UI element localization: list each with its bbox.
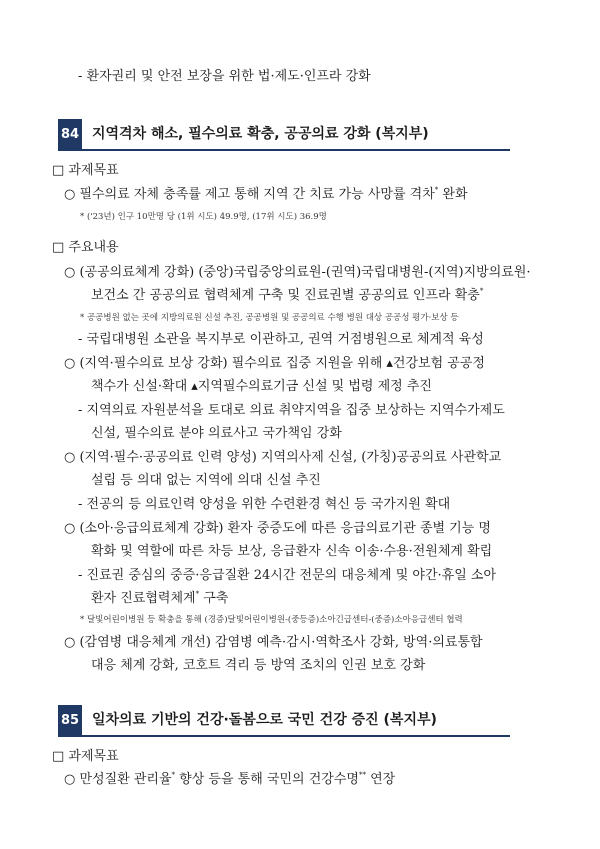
- s84-c4-note: * 달빛어린이병원 등 확충을 통해 (경증)달빛어린이병원-(중등증)소아긴급센터-(중증)소아응급센터 협력: [80, 615, 463, 625]
- s84-goal-sup: *: [434, 186, 439, 194]
- s84-c2-line1: ○ (지역·필수의료 보상 강화) 필수의료 집중 지원을 위해 ▴건강보험 공공정: [64, 356, 485, 371]
- s84-c1-sup: *: [479, 287, 484, 295]
- s84-c4-sub-line2-tail: 구축: [199, 591, 229, 606]
- s84-c4-sub-line1: - 진료권 중심의 중증·응급질환 24시간 전문의 대응체계 및 야간·휴일 소아: [78, 568, 497, 583]
- s84-goal-tail: 완화: [438, 187, 468, 202]
- s84-c4-sub-line2-text: 환자 진료협력체계: [91, 591, 196, 606]
- section-85-title: 일차의료 기반의 건강·돌봄으로 국민 건강 증진 (복지부): [92, 712, 437, 728]
- s84-c1-note: * 공공병원 없는 곳에 지방의료원 신설 추진, 공공병원 및 공공의료 수행 병원 대상 공공성 평가·보상 등: [80, 313, 459, 323]
- section-84-divider: [82, 119, 85, 151]
- s84-c3-line2: 설립 등 의대 없는 지역에 의대 신설 추진: [91, 473, 321, 488]
- s84-c1-sub: - 국립대병원 소관을 복지부로 이관하고, 권역 거점병원으로 체계적 육성: [78, 332, 484, 347]
- s85-goal-item: [64, 771, 395, 789]
- intro-line: - 환자권리 및 안전 보장을 위한 법·제도·인프라 강화: [78, 69, 371, 84]
- s85-goal-text: ○ 만성질환 관리율: [64, 772, 172, 787]
- section-84-rule: [82, 149, 510, 151]
- section-84-header: [58, 119, 510, 151]
- s84-c3-sub: - 전공의 등 의료인력 양성을 위한 수련환경 혁신 등 국가지원 확대: [78, 497, 451, 512]
- section-85-header: [58, 705, 510, 737]
- s84-c1-line2-text: 보건소 간 공공의료 협력체계 구축 및 진료권별 공공의료 인프라 확충: [91, 288, 480, 303]
- s85-goal-heading: □ 과제목표: [52, 749, 119, 764]
- s84-c2-sub-line2: 신설, 필수의료 분야 의료사고 국가책임 강화: [91, 426, 342, 441]
- s84-goal-text: ○ 필수의료 자체 충족률 제고 통해 지역 간 치료 가능 사망률 격차: [64, 187, 435, 202]
- s84-goal-item: [64, 186, 468, 204]
- s84-c2-line2: 책수가 신설·확대 ▴지역필수의료기금 신설 및 법령 제정 추진: [91, 379, 432, 394]
- s84-c4-line1: ○ (소아·응급의료체계 강화) 환자 중증도에 따른 응급의료기관 종별 기능 명: [64, 521, 491, 536]
- s84-c3-line1: ○ (지역·필수·공공의료 인력 양성) 지역의사제 신설, (가칭)공공의료 사관학교: [64, 450, 502, 465]
- s84-goal-note: * ('23년) 인구 10만명 당 (1위 시도) 49.9명, (17위 시도) 36.9명: [80, 212, 327, 222]
- s84-c4-sup: *: [195, 590, 200, 598]
- s85-goal-sup2: **: [358, 771, 366, 779]
- s84-c1-line2: [91, 287, 483, 305]
- s84-goal-heading: □ 과제목표: [52, 163, 119, 178]
- section-84-number: 84: [58, 119, 82, 151]
- s84-c2-sub-line1: - 지역의료 자원분석을 토대로 의료 취약지역을 집중 보상하는 지역수가제도: [78, 403, 505, 418]
- section-84-title: 지역격차 해소, 필수의료 확충, 공공의료 강화 (복지부): [92, 126, 429, 142]
- s84-c4-line2: 확화 및 역할에 따른 차등 보상, 응급환자 신속 이송·수용·전원체계 확립: [91, 544, 493, 559]
- s84-content-heading: □ 주요내용: [52, 240, 119, 255]
- s85-goal-tail: 연장: [365, 772, 396, 787]
- s85-goal-mid: 향상 등을 통해 국민의 건강수명: [175, 772, 359, 787]
- s85-goal-sup: *: [171, 771, 176, 779]
- s84-c4-sub-line2: [91, 590, 228, 608]
- s84-c1-line1: ○ (공공의료체계 강화) (중앙)국립중앙의료원-(권역)국립대병원-(지역)지방의료원·: [64, 265, 531, 280]
- s84-c5-line2: 대응 체계 강화, 코호트 격리 등 방역 조치의 인권 보호 강화: [91, 658, 426, 673]
- section-85-number: 85: [58, 705, 82, 737]
- section-85-rule: [82, 735, 510, 737]
- section-85-divider: [82, 705, 85, 737]
- s84-c5-line1: ○ (감염병 대응체계 개선) 감염병 예측·감시·역학조사 강화, 방역·의료통합: [64, 635, 483, 650]
